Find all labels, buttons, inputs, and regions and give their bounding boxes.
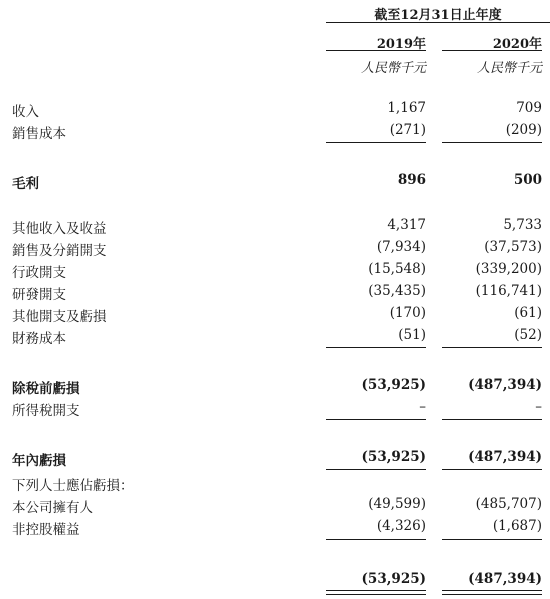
row-label-loss-before-tax: 除稅前虧損 [12,381,80,397]
year-2019-header: 2019年 [376,37,426,52]
row-label-other-income: 其他收入及收益 [12,221,107,237]
year-2020-rule [442,50,542,51]
value-2020-finance-costs: (52) [514,327,542,343]
subtotal-rule-2020 [442,419,542,420]
row-label-revenue: 收入 [12,104,39,120]
row-label-finance-costs: 財務成本 [12,331,66,347]
subtotal-rule-2020 [442,469,542,470]
subtotal-rule-2020 [442,347,542,348]
row-label-income-tax: 所得稅開支 [12,403,80,419]
value-2019-gross-profit: 896 [397,172,426,188]
value-2019-loss-before-tax: (53,925) [361,377,426,393]
subtotal-rule-2019 [326,142,426,143]
value-2020-non-controlling: (1,687) [492,518,542,534]
value-2019-cost-of-sales: (271) [389,122,426,138]
value-2020-income-tax: – [535,399,542,415]
value-2019-revenue: 1,167 [387,100,426,116]
value-2020-loss-for-year: (487,394) [468,449,542,465]
row-label-owners: 本公司擁有人 [12,500,93,516]
unit-2020: 人民幣千元 [476,61,542,76]
value-2019-finance-costs: (51) [398,327,426,343]
value-2020-owners: (485,707) [475,496,542,512]
row-label-gross-profit: 毛利 [12,176,39,192]
value-2020-selling-expenses: (37,573) [484,239,542,255]
value-2019-owners: (49,599) [368,496,426,512]
subtotal-rule-2019 [326,347,426,348]
subtotal-rule-2019 [326,469,426,470]
total-double-rule-2020 [442,590,542,595]
value-2020-gross-profit: 500 [513,172,542,188]
value-2020-administrative-expenses: (339,200) [475,261,542,277]
value-2020-other-expenses: (61) [514,305,542,321]
subtotal-rule-2019 [326,539,426,540]
header-rule [326,22,550,23]
value-2020-cost-of-sales: (209) [505,122,542,138]
value-2020-revenue: 709 [516,100,542,116]
year-2019-rule [326,50,426,51]
value-2019-administrative-expenses: (15,548) [368,261,426,277]
row-label-other-expenses: 其他開支及虧損 [12,309,107,325]
value-2020-other-income: 5,733 [503,217,542,233]
row-label-rd-expenses: 研發開支 [12,287,66,303]
value-2019-rd-expenses: (35,435) [368,283,426,299]
year-2020-header: 2020年 [492,37,542,52]
period-header: 截至12月31日止年度 [374,8,502,23]
row-label-selling-expenses: 銷售及分銷開支 [12,243,107,259]
subtotal-rule-2020 [442,539,542,540]
value-2020-rd-expenses: (116,741) [475,283,542,299]
row-label-cost-of-sales: 銷售成本 [12,126,66,142]
value-2019-income-tax: – [419,399,426,415]
row-label-attributable-to: 下列人士應佔虧損： [12,478,134,494]
row-label-non-controlling: 非控股權益 [12,522,80,538]
value-2019-other-income: 4,317 [387,217,426,233]
subtotal-rule-2020 [442,142,542,143]
value-2019-non-controlling: (4,326) [376,518,426,534]
subtotal-rule-2019 [326,419,426,420]
value-2020-total: (487,394) [468,571,542,587]
row-label-loss-for-year: 年內虧損 [12,453,66,469]
row-label-administrative-expenses: 行政開支 [12,265,66,281]
value-2019-selling-expenses: (7,934) [376,239,426,255]
total-double-rule-2019 [326,590,426,595]
value-2019-loss-for-year: (53,925) [361,449,426,465]
value-2019-total: (53,925) [361,571,426,587]
unit-2019: 人民幣千元 [360,61,426,76]
value-2019-other-expenses: (170) [389,305,426,321]
value-2020-loss-before-tax: (487,394) [468,377,542,393]
